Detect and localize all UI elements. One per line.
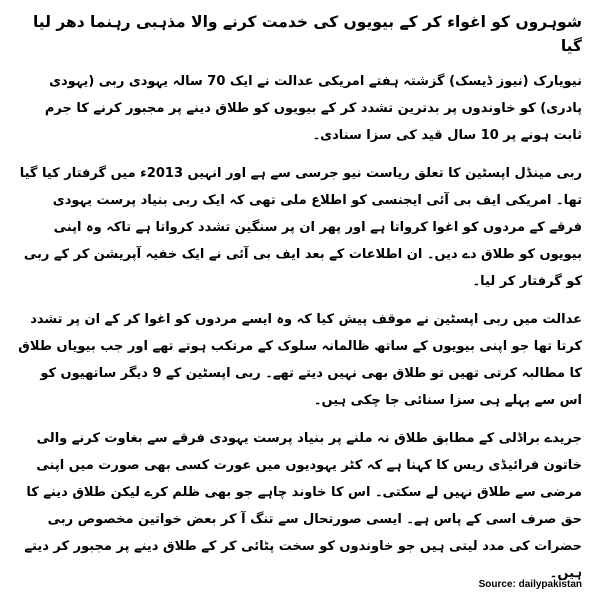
article-paragraph-3: عدالت میں ربی اپسٹین نے موقف پیش کیا کہ وہ ایسے مردوں کو اغوا کر کے ان پر تشدد کرتا تھا جو اپنی بیویوں کے ساتھ ظالمانہ سلوک کے مرتکب ہوتے تھے اور جب بیویاں طلاق کا مطالبہ کرتی تھیں تو طلاق بھی نہیں دیتے تھے۔ ربی اپسٹین کے 9 دیگر ساتھیوں کو اس سے پہلے ہی سزا سنائی جا چکی ہیں۔ [18,312,582,408]
article-paragraph-1: نیویارک (نیوز ڈیسک) گزشتہ ہفتے امریکی عدالت نے ایک 70 سالہ یہودی ربی (یہودی پادری) کو خاوندوں پر بدترین تشدد کر کے بیویوں کو طلاق دینے پر مجبور کرنے کا جرم ثابت ہونے پر 10 سال قید کی سزا سنادی۔ [44,74,582,143]
article-headline: شوہروں کو اغواء کر کے بیویوں کی خدمت کرنے والا مذہبی رہنما دھر لیا گیا [32,13,582,55]
source-credit: Source: dailypakistan [478,579,582,590]
article-paragraph-4: جریدے براڈلی کے مطابق طلاق نہ ملنے پر بنیاد پرست یہودی فرقے سے بغاوت کرنے والی خاتون فرائیڈی ریس کا کہنا ہے کہ کٹر یہودیوں میں عورت کسی بھی صورت میں اپنی مرضی سے طلاق نہیں لے سکتی۔ اس کا خاوند چاہے جو بھی ظلم کرے لیکن طلاق دینے کا حق صرف اسی کے پاس ہے۔ ایسی صورتحال سے تنگ آ کر بعض خواتین مخصوص ربی حضرات کی مدد لیتی ہیں جو خاوندوں کو سخت پٹائی کر کے طلاق دینے پر مجبور کر دیتے ہیں۔ [24,431,582,581]
article-paragraph-2: ربی مینڈل اپسٹین کا تعلق ریاست نیو جرسی سے ہے اور انہیں 2013ء میں گرفتار کیا گیا تھا۔ امریکی ایف بی آئی ایجنسی کو اطلاع ملی تھی کہ ایک ربی بنیاد پرست یہودی فرقے کے مردوں کو اغوا کرواتا ہے اور پھر ان پر سنگین تشدد کرواتا ہے تاکہ وہ اپنی بیویوں کو طلاق دے دیں۔ ان اطلاعات کے بعد ایف بی آئی نے ایک خفیہ آپریشن کر کے ربی کو گرفتار کر لیا۔ [19,166,582,289]
